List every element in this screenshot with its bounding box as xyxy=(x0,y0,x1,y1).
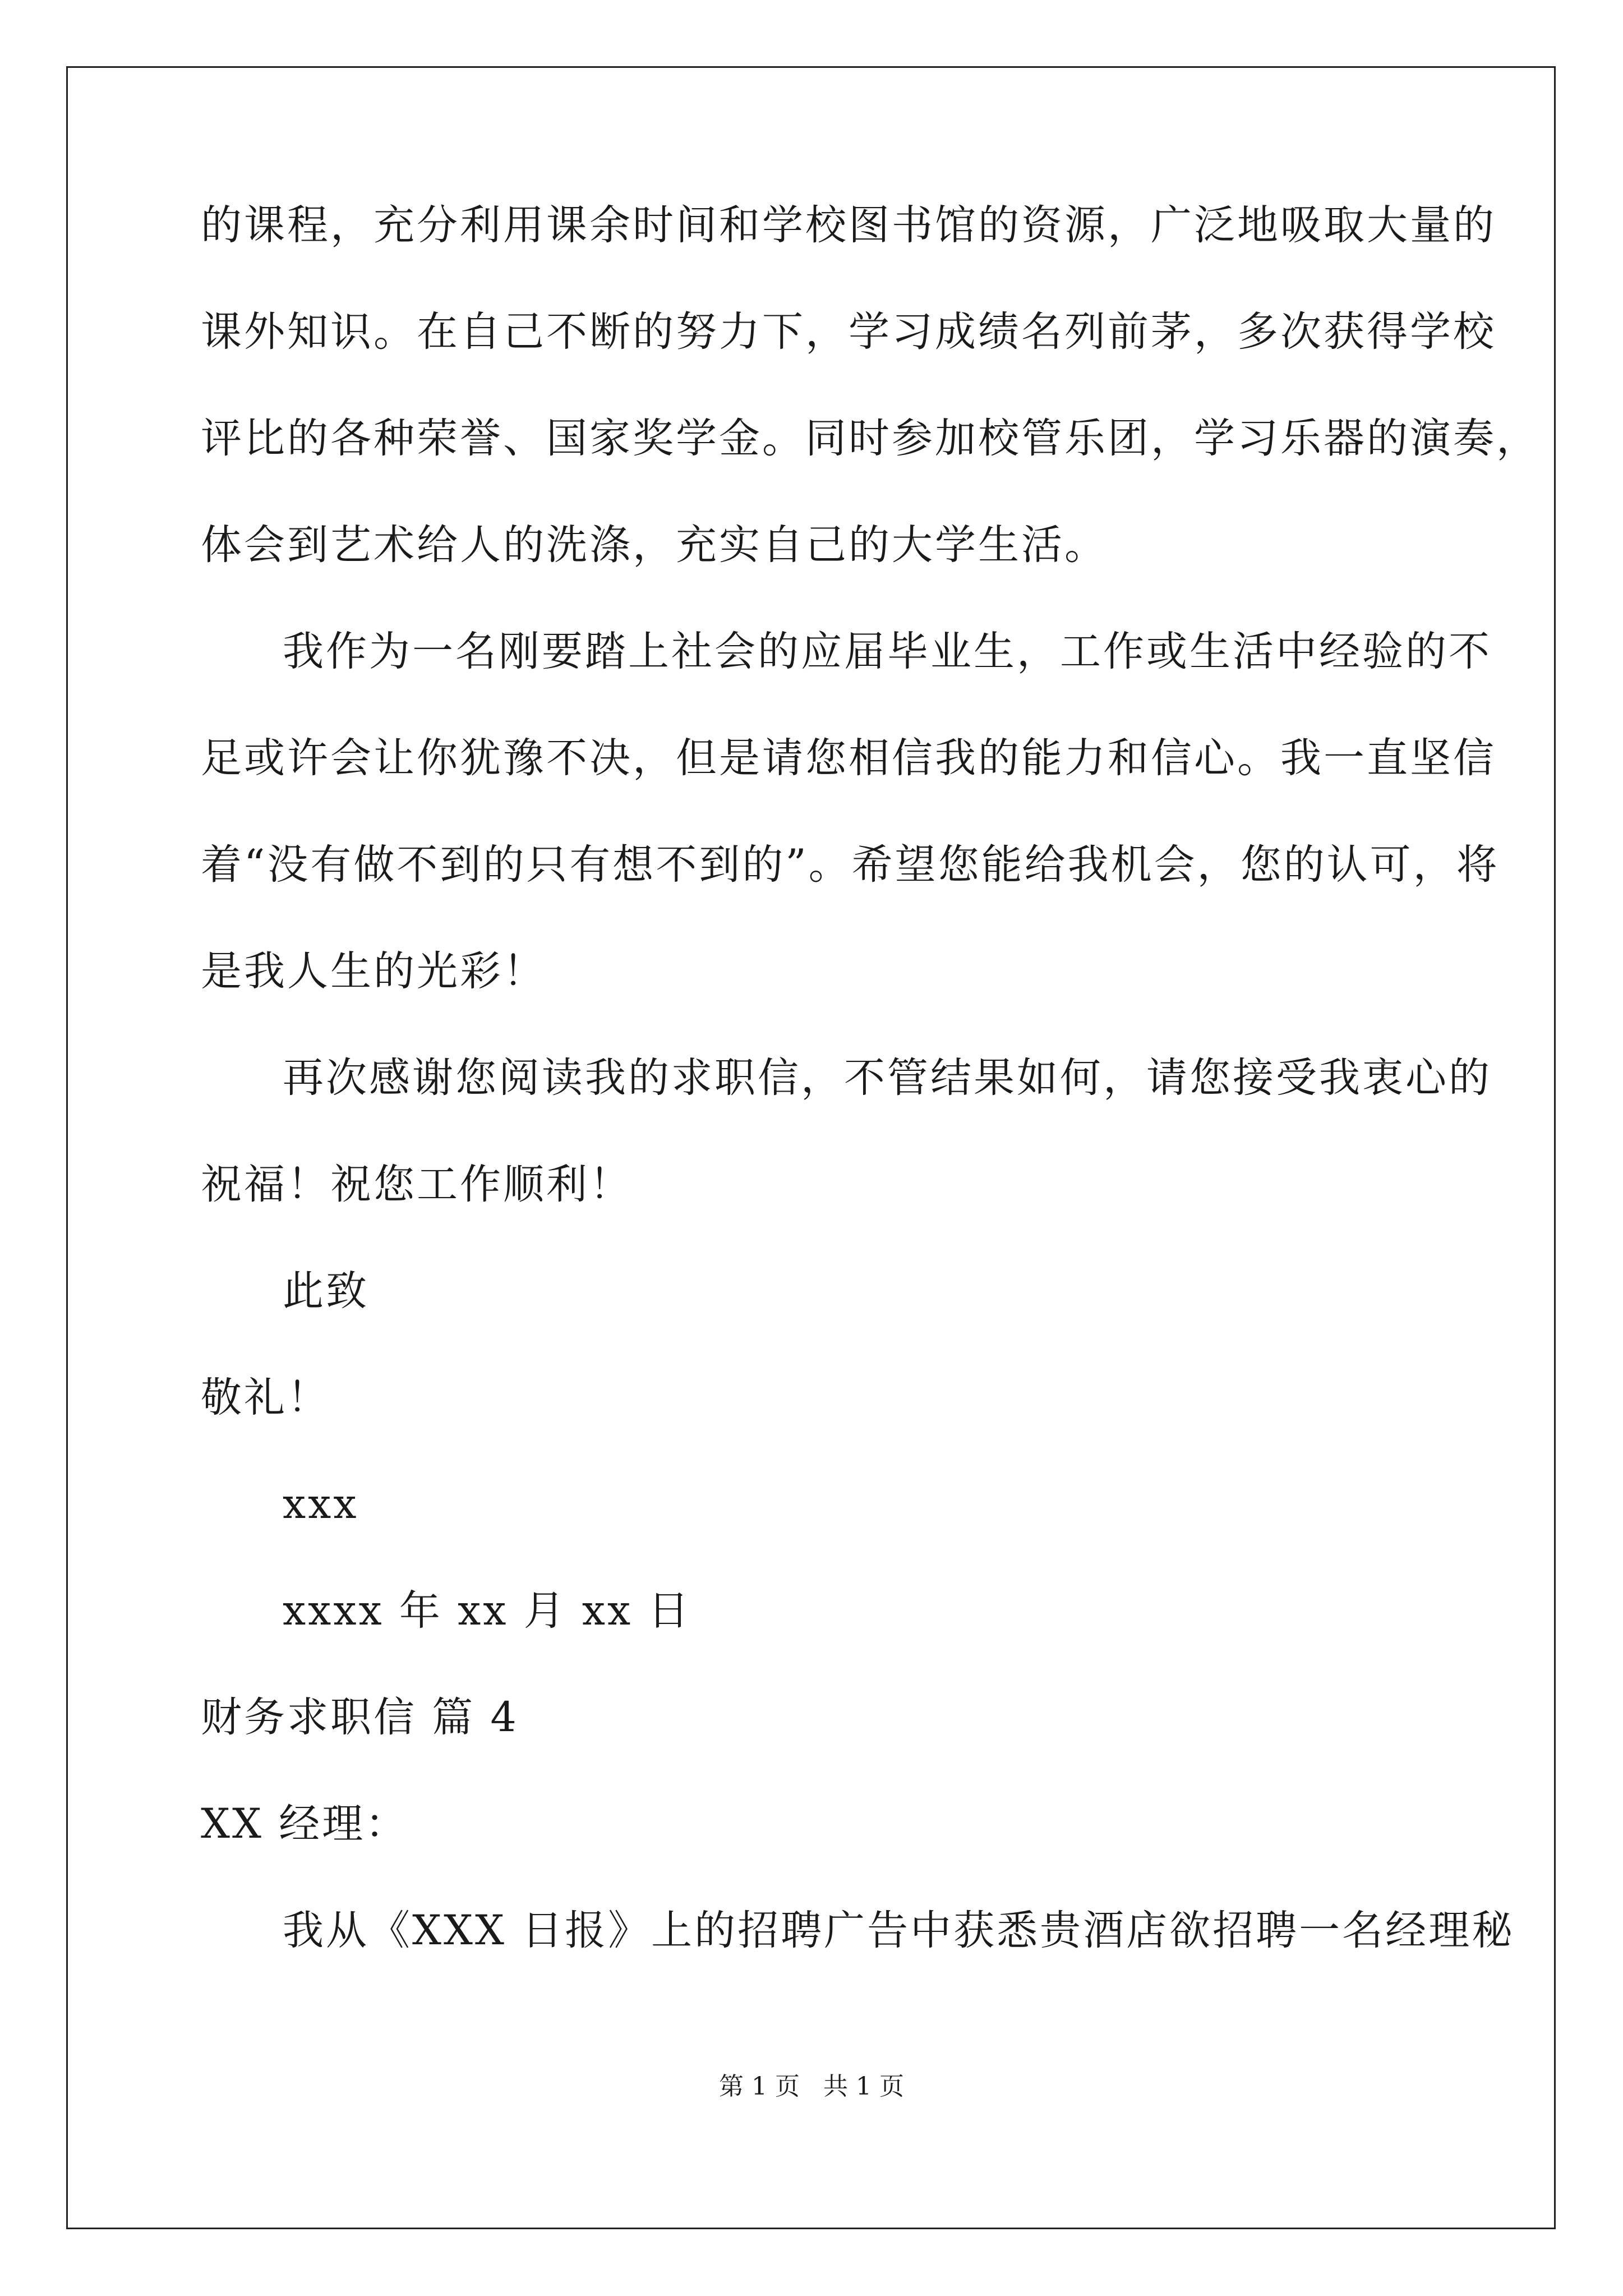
closing-salutation: 此致 xyxy=(283,1267,369,1315)
paragraph-start-line: 我作为一名刚要踏上社会的应届毕业生，工作或生活中经验的不 xyxy=(283,628,1492,675)
signature-name: xxx xyxy=(283,1480,359,1528)
page-number-footer: 第 1 页 共 1 页 xyxy=(719,2072,904,2101)
closing-regards: 敬礼！ xyxy=(201,1374,330,1421)
text-line: 评比的各种荣誉、国家奖学金。同时参加校管乐团，学习乐器的演奏， xyxy=(201,415,1539,462)
paragraph-start-line: 我从《XXX 日报》上的招聘广告中获悉贵酒店欲招聘一名经理秘 xyxy=(283,1907,1515,1954)
text-line: 体会到艺术给人的洗涤，充实自己的大学生活。 xyxy=(201,521,1108,569)
letter-addressee: XX 经理： xyxy=(201,1800,409,1848)
signature-date: xxxx 年 xx 月 xx 日 xyxy=(283,1587,691,1635)
paragraph-start-line: 再次感谢您阅读我的求职信，不管结果如何，请您接受我衷心的 xyxy=(283,1054,1492,1102)
text-line: 足或许会让你犹豫不决，但是请您相信我的能力和信心。我一直坚信 xyxy=(201,734,1496,782)
text-line: 祝福！祝您工作顺利！ xyxy=(201,1161,633,1208)
text-line: 是我人生的光彩！ xyxy=(201,947,546,995)
text-line: 的课程，充分利用课余时间和学校图书馆的资源，广泛地吸取大量的 xyxy=(201,201,1496,249)
text-line: 课外知识。在自己不断的努力下，学习成绩名列前茅，多次获得学校 xyxy=(201,308,1496,356)
text-line: 着“没有做不到的只有想不到的”。希望您能给我机会，您的认可，将 xyxy=(201,841,1500,889)
section-heading: 财务求职信 篇 4 xyxy=(201,1694,519,1741)
